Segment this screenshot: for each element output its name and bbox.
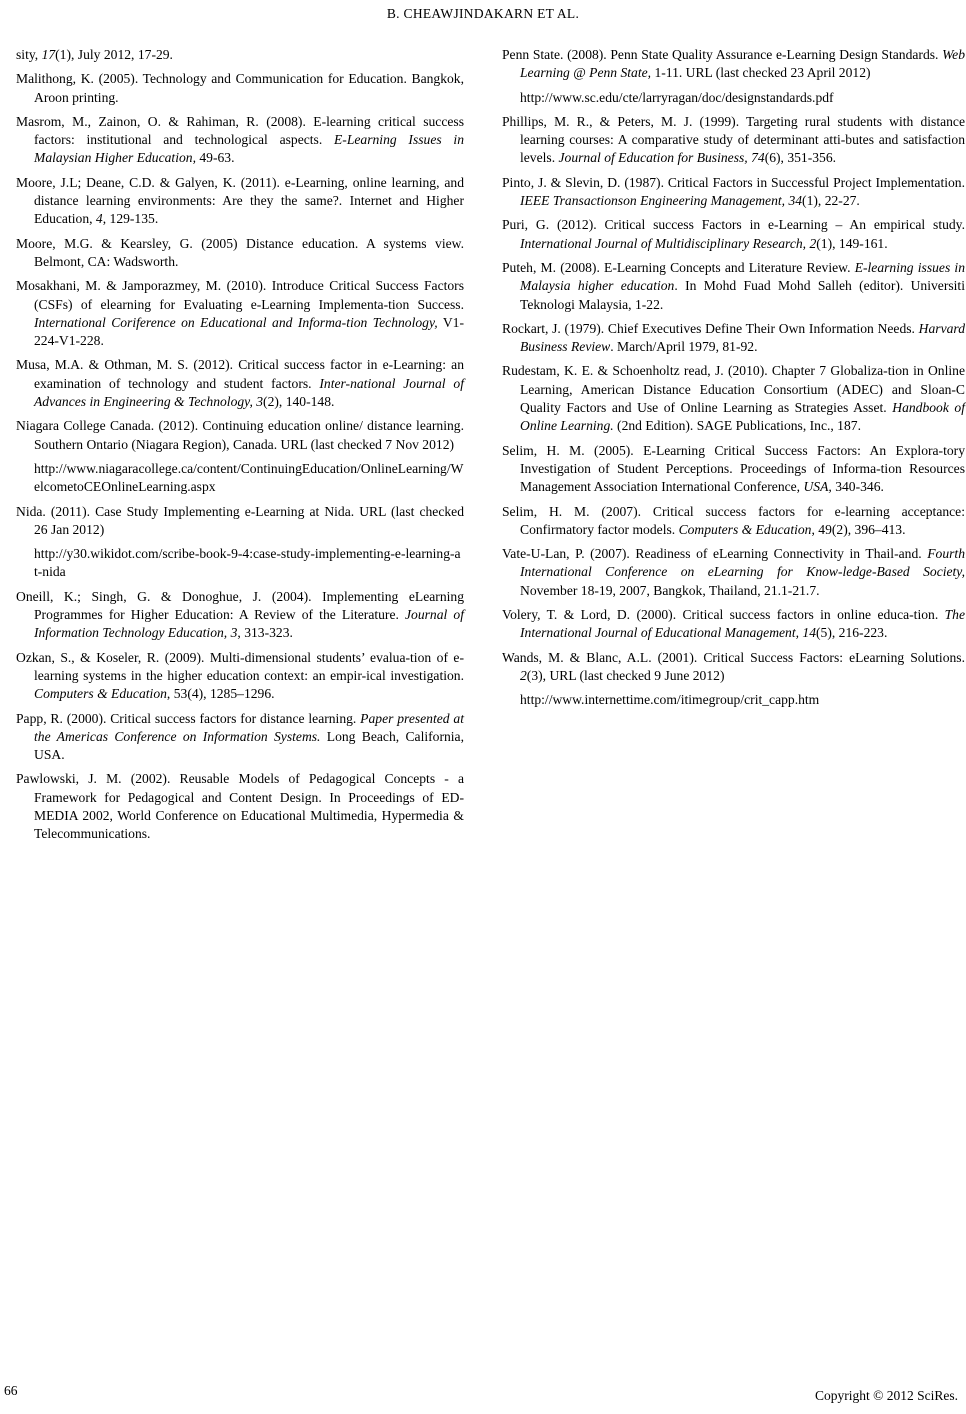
reference-details: . March/April 1979, 81-92.	[610, 339, 758, 355]
reference-source-italic: Journal of Education for Business, 74	[558, 150, 765, 166]
reference-entry	[502, 606, 965, 643]
reference-text: Ozkan, S., & Koseler, R. (2009). Multi-dimensional students’ evalua-tion of e-learning systems in the higher education context: an empir-ical investigation.	[16, 649, 464, 683]
reference-details: . In Mohd Fuad Mohd Salleh (editor). Universiti Teknologi Malaysia, 1-22.	[520, 278, 965, 312]
reference-text: Masrom, M., Zainon, O. & Rahiman, R. (2008). E-learning critical success factors: institutional and technological aspects.	[16, 113, 464, 148]
reference-details: (6), 351-356.	[764, 150, 837, 166]
reference-text: Vate-U-Lan, P. (2007). Readiness of eLearning Connectivity in Thail-and.	[502, 546, 928, 562]
page-number: 66	[4, 1383, 18, 1398]
reference-text: Penn State. (2008). Penn State Quality Assurance e-Learning Design Standards.	[502, 47, 943, 62]
reference-entry	[16, 503, 464, 540]
reference-details: , 53(4), 1285–1296.	[166, 686, 275, 702]
reference-source-italic: Computers & Education	[34, 686, 167, 702]
reference-text: Wands, M. & Blanc, A.L. (2001). Critical Success Factors: eLearning Solutions.	[502, 649, 965, 665]
reference-entry	[16, 277, 464, 350]
reference-text: Volery, T. & Lord, D. (2000). Critical success factors in online educa-tion.	[502, 607, 945, 623]
reference-text: Papp, R. (2000). Critical success factors for distance learning.	[16, 710, 361, 726]
reference-source-italic: Inter-national Journal of Advances in Engineering & Technology, 3	[34, 375, 464, 410]
reference-details: , 313-323.	[237, 625, 293, 641]
reference-details: V1-224-V1-228.	[34, 314, 464, 349]
reference-text: Mosakhani, M. & Jamporazmey, M. (2010). Introduce Critical Success Factors (CSFs) of elearning for Evaluating e-Learning Implementa-tion Success.	[16, 278, 464, 312]
references-right-column	[502, 46, 965, 716]
references-left-column	[16, 46, 464, 850]
reference-details: Long Beach, California, USA.	[34, 728, 464, 763]
reference-text: Musa, M.A. & Othman, M. S. (2012). Critical success factor in e-Learning: an examination of technology and student factors.	[16, 357, 464, 391]
reference-source-italic: The International Journal of Educational Management, 14	[520, 607, 965, 641]
reference-url: http://y30.wikidot.com/scribe-book-9-4:case-study-implementing-e-learning-at-nida	[34, 546, 461, 580]
reference-source-italic: USA,	[803, 479, 832, 495]
reference-entry	[502, 259, 965, 314]
reference-details: , 129-135.	[102, 211, 159, 227]
reference-source-italic: Fourth International Conference on eLearning for Know-ledge-Based Society,	[520, 546, 965, 580]
reference-source-italic: E-learning issues in Malaysia higher education	[520, 259, 965, 294]
reference-source-italic: Harvard Business Review	[520, 320, 965, 355]
reference-entry	[16, 649, 464, 704]
reference-details: (1), 149-161.	[816, 235, 888, 251]
running-head: B. CHEAWJINDAKARN ET AL.	[386, 6, 580, 21]
reference-text: sity,	[16, 47, 42, 62]
reference-details: 340-346.	[831, 479, 884, 495]
reference-source-italic: E-Learning Issues in Malaysian Higher Education,	[34, 132, 464, 166]
reference-entry	[16, 235, 464, 272]
reference-entry	[16, 46, 464, 64]
reference-entry	[502, 442, 965, 497]
reference-entry	[502, 649, 965, 686]
reference-entry	[16, 70, 464, 107]
reference-entry	[502, 174, 965, 211]
reference-text: Niagara College Canada. (2012). Continuing education online/ distance learning. Southern Ontario (Niagara Region), Canada. URL (last checked 7 Nov 2012)	[16, 418, 464, 452]
reference-entry	[16, 710, 464, 765]
reference-entry	[502, 46, 965, 83]
reference-details: , 49(2), 396–413.	[811, 521, 906, 537]
reference-text: Moore, J.L; Deane, C.D. & Galyen, K. (2011). e-Learning, online learning, and distance learning environments: Are they the same?. Internet and Higher Education,	[16, 174, 464, 227]
reference-url: http://www.sc.edu/cte/larryragan/doc/designstandards.pdf	[520, 89, 834, 105]
reference-entry	[502, 545, 965, 600]
reference-text: Moore, M.G. & Kearsley, G. (2005) Distance education. A systems view. Belmont, CA: Wadsworth.	[16, 235, 464, 269]
reference-text: Pinto, J. & Slevin, D. (1987). Critical Factors in Successful Project Implementation.	[502, 174, 965, 190]
reference-source-italic: Paper presented at the Americas Conference on Information Systems.	[34, 710, 465, 744]
reference-details: November 18-19, 2007, Bangkok, Thailand, 21.1-21.7.	[520, 582, 820, 598]
reference-url: http://www.internettime.com/itimegroup/crit_capp.htm	[520, 692, 820, 708]
reference-details: (1), July 2012, 17-29.	[55, 47, 173, 62]
reference-details: (3), URL (last checked 9 June 2012)	[526, 667, 725, 683]
copyright-notice: Copyright © 2012 SciRes.	[814, 1388, 958, 1403]
reference-source-italic: Computers & Education	[678, 521, 812, 537]
reference-details: (2), 140-148.	[263, 394, 335, 410]
reference-text: Rockart, J. (1979). Chief Executives Define Their Own Information Needs.	[502, 320, 919, 336]
reference-entry	[502, 362, 965, 435]
reference-entry	[502, 503, 965, 540]
reference-entry	[502, 113, 965, 168]
reference-details: (1), 22-27.	[802, 193, 860, 209]
reference-source-italic: Handbook of Online Learning.	[520, 400, 966, 434]
reference-entry	[16, 588, 464, 643]
reference-source-italic: International Coriference on Educational and Informa-tion Technology,	[34, 314, 438, 330]
reference-source-italic: Web Learning @ Penn State,	[520, 47, 965, 81]
reference-entry	[502, 320, 965, 357]
reference-entry	[16, 770, 464, 843]
reference-text: Nida. (2011). Case Study Implementing e-Learning at Nida. URL (last checked 26 Jan 2012)	[16, 503, 464, 537]
reference-source-italic: Journal of Information Technology Education, 3	[34, 607, 464, 641]
reference-text: Pawlowski, J. M. (2002). Reusable Models of Pedagogical Concepts - a Framework for Pedagogical and Content Design. In Proceedings of ED-MEDIA 2002, World Conference on Educational Multimedia, Hypermedia & Telecommunications.	[16, 771, 464, 842]
reference-text: Selim, H. M. (2007). Critical success factors for e-learning acceptance: Confirmatory factor models.	[502, 503, 965, 537]
reference-entry	[16, 113, 464, 168]
reference-text: Puri, G. (2012). Critical success Factors in e-Learning – An empirical study.	[502, 217, 965, 233]
reference-text: Puteh, M. (2008). E-Learning Concepts and Literature Review.	[502, 259, 855, 275]
reference-source-italic: 17	[41, 47, 56, 62]
reference-entry	[16, 417, 464, 454]
reference-text: Oneill, K.; Singh, G. & Donoghue, J. (2004). Implementing eLearning Programmes for Higher Education: A Review of the Literature.	[16, 588, 464, 623]
reference-source-italic: 2	[520, 667, 527, 683]
reference-details: 1-11. URL (last checked 23 April 2012)	[651, 65, 871, 81]
reference-text: Selim, H. M. (2005). E-Learning Critical Success Factors: An Explora-tory Investigation of Student Perceptions. Proceedings of Informa-tion Resources Management Association International Conference,	[502, 442, 965, 495]
reference-text: Rudestam, K. E. & Schoenholtz read, J. (2010). Chapter 7 Globaliza-tion in Online Learning, American Distance Education Consortium (ADEC) and Sloan-C Quality Factors and Use of Online Learning as Strategies Asset.	[502, 363, 965, 416]
reference-source-italic: IEEE Transactionson Engineering Management, 34	[520, 193, 803, 209]
reference-entry	[502, 216, 965, 253]
reference-url: http://www.niagaracollege.ca/content/ContinuingEducation/OnlineLearning/WelcometoCEOnlineLearning.aspx	[34, 460, 464, 495]
reference-details: (2nd Edition). SAGE Publications, Inc., 187.	[613, 418, 861, 434]
reference-entry	[16, 356, 464, 411]
reference-source-italic: 4	[95, 211, 103, 227]
reference-details: 49-63.	[195, 150, 235, 166]
reference-text: Malithong, K. (2005). Technology and Communication for Education. Bangkok, Aroon printing.	[16, 71, 464, 105]
reference-source-italic: International Journal of Multidisciplinary Research, 2	[520, 235, 817, 251]
reference-entry	[16, 174, 464, 229]
reference-details: (5), 216-223.	[816, 625, 888, 641]
reference-text: Phillips, M. R., & Peters, M. J. (1999). Targeting rural students with distance learning courses: A comparative study of determinant atti-butes and satisfaction levels.	[502, 113, 965, 166]
